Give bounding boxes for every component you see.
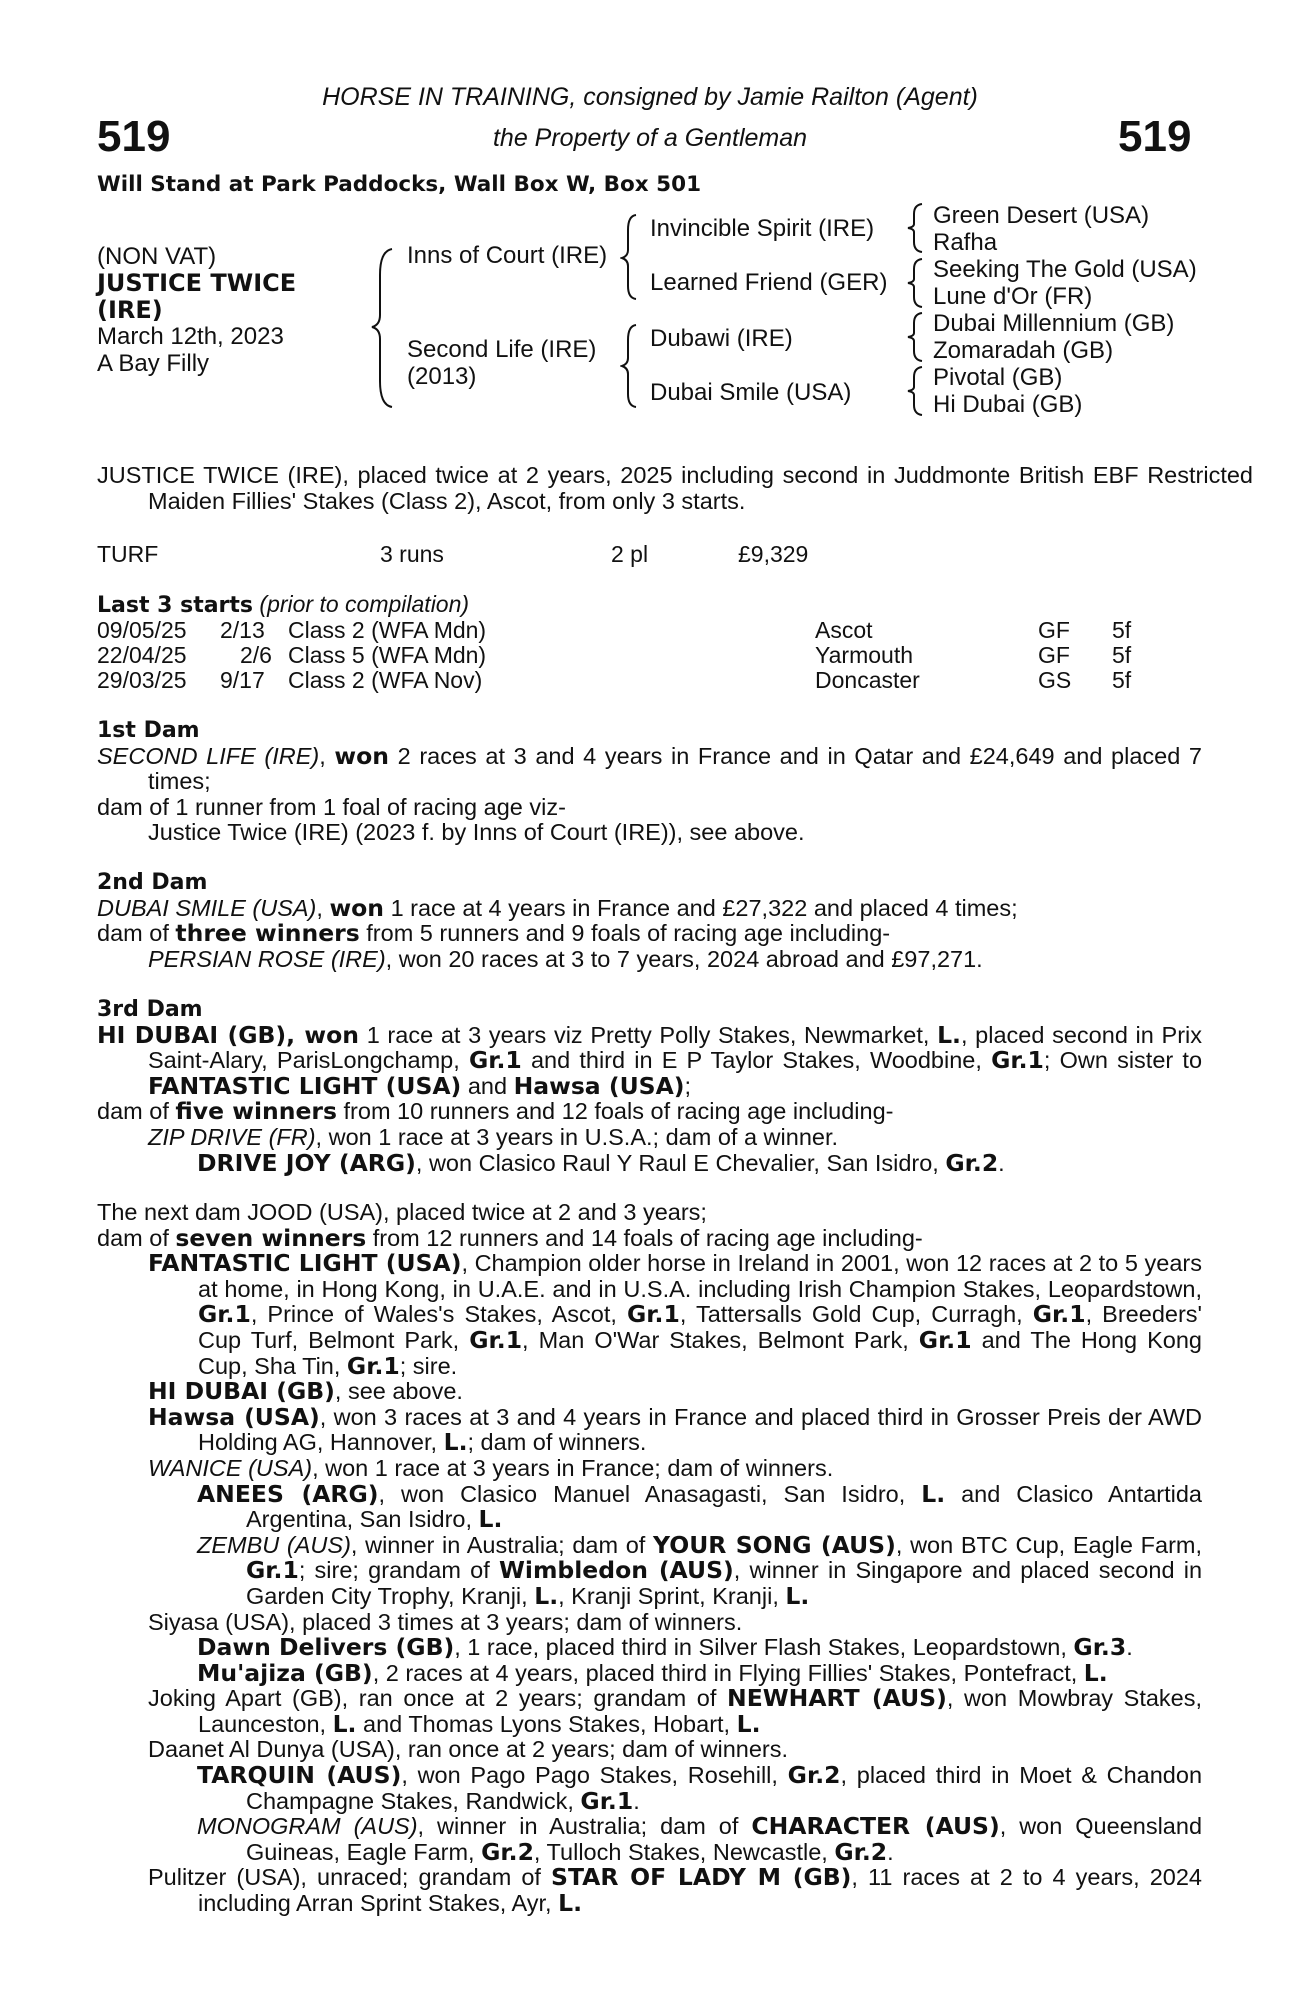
entry-zembu: ZEMBU (AUS), winner in Australia; dam of YOUR SONG (AUS), won BTC Cup, Eagle Farm, Gr.1; sire; grandam of Wimbledon (AUS), winner in Singapore and placed second in Garden City Trophy, Kranji, L., Kranji Sprint, Kranji, L. <box>197 1530 1203 1610</box>
last-starts-heading: Last 3 starts (prior to compilation) <box>97 591 470 618</box>
entry-dawn-delivers: Dawn Delivers (GB), 1 race, placed third in Silver Flash Stakes, Leopardstown, Gr.3. <box>197 1633 1133 1662</box>
second-dam-heading: 2nd Dam <box>97 870 208 895</box>
start-distance: 5f <box>1112 642 1132 668</box>
start-class: Class 2 (WFA Mdn) <box>288 617 487 643</box>
start-position: 9/17 <box>220 667 265 693</box>
pedigree-g3: Seeking The Gold (USA) <box>933 256 1197 283</box>
second-dam-line: DUBAI SMILE (USA), won 1 race at 4 years in France and £27,322 and placed 4 times; <box>97 893 1018 922</box>
next-dam-produce: dam of seven winners from 12 runners and 14 foals of racing age including- <box>97 1223 923 1252</box>
horse-description: A Bay Filly <box>97 350 210 377</box>
sire: Inns of Court (IRE) <box>407 242 608 269</box>
entry-hawsa: Hawsa (USA), won 3 races at 3 and 4 years in France and placed third in Grosser Preis der AWD Holding AG, Hannover, L.; dam of winners. <box>148 1402 1203 1457</box>
first-dam-heading: 1st Dam <box>97 718 200 743</box>
pedigree-brace-g4 <box>906 365 926 417</box>
entry-tarquin: TARQUIN (AUS), won Pago Pago Stakes, Rosehill, Gr.2, placed third in Moet & Chandon Champagne Stakes, Randwick, Gr.1. <box>197 1761 1203 1815</box>
first-dam-line: SECOND LIFE (IRE), won 2 races at 3 and 4 years in France and in Qatar and £24,649 and placed 7 times; <box>97 741 1202 795</box>
entry-daanet: Daanet Al Dunya (USA), ran once at 2 years; dam of winners. <box>148 1736 789 1763</box>
next-dam-line: The next dam JOOD (USA), placed twice at 2 and 3 years; <box>97 1199 707 1225</box>
pedigree-g6: Zomaradah (GB) <box>933 337 1114 364</box>
first-dam-section <box>97 718 1202 846</box>
third-dam-section <box>97 997 1202 1176</box>
first-dam-foal: Justice Twice (IRE) (2023 f. by Inns of Court (IRE)), see above. <box>148 819 805 846</box>
pedigree-brace-g2 <box>906 257 926 309</box>
pedigree-g4: Lune d'Or (FR) <box>933 283 1093 310</box>
entry-monogram: MONOGRAM (AUS), winner in Australia; dam of CHARACTER (AUS), won Queensland Guineas, Eagle Farm, Gr.2, Tulloch Stakes, Newcastle, Gr.2. <box>197 1812 1203 1866</box>
dam: Second Life (IRE) <box>407 336 597 363</box>
second-dam-foal: PERSIAN ROSE (IRE), won 20 races at 3 to 7 years, 2024 abroad and £97,271. <box>148 945 983 972</box>
start-position: 2/6 <box>240 642 272 668</box>
third-dam-foal-drive: DRIVE JOY (ARG), won Clasico Raul Y Raul E Chevalier, San Isidro, Gr.2. <box>197 1148 1005 1177</box>
dam-year: (2013) <box>407 363 477 390</box>
entry-pulitzer: Pulitzer (USA), unraced; grandam of STAR OF LADY M (GB), 11 races at 2 to 4 years, 2024 including Arran Sprint Stakes, Ayr, L. <box>148 1863 1202 1918</box>
record-surface: TURF <box>97 541 159 567</box>
next-dam-section <box>97 1200 1202 1917</box>
start-distance: 5f <box>1112 617 1132 643</box>
entry-siyasa: Siyasa (USA), placed 3 times at 3 years; dam of winners. <box>148 1608 743 1635</box>
dam-sire: Dubawi (IRE) <box>650 325 793 352</box>
property-line: the Property of a Gentleman <box>492 124 808 152</box>
start-position: 2/13 <box>220 617 265 643</box>
lot-number-left: 519 <box>97 112 171 161</box>
dam-dam: Dubai Smile (USA) <box>650 379 852 406</box>
sire-dam: Learned Friend (GER) <box>650 269 888 296</box>
start-course: Ascot <box>815 617 873 643</box>
record-placed: 2 pl <box>611 541 649 567</box>
pedigree-g8: Hi Dubai (GB) <box>933 391 1083 418</box>
start-distance: 5f <box>1112 667 1132 693</box>
start-class: Class 5 (WFA Mdn) <box>288 642 487 668</box>
consignor-line: HORSE IN TRAINING, consigned by Jamie Railton (Agent) <box>322 83 978 111</box>
pedigree-g5: Dubai Millennium (GB) <box>933 310 1175 337</box>
entry-joking-apart: Joking Apart (GB), ran once at 2 years; grandam of NEWHART (AUS), won Mowbray Stakes, Launceston, L. and Thomas Lyons Stakes, Hobart, L. <box>148 1684 1203 1738</box>
third-dam-line: HI DUBAI (GB), won 1 race at 3 years viz Pretty Polly Stakes, Newmarket, L., placed second in Prix Saint-Alary, ParisLongchamp, Gr.1 and third in E P Taylor Stakes, Woodbine, Gr.1; Own sister to FANTASTIC LIGHT (USA) and Hawsa (USA); <box>97 1020 1203 1100</box>
second-dam-section <box>97 870 1202 972</box>
start-date: 29/03/25 <box>97 667 187 693</box>
start-going: GF <box>1038 617 1070 643</box>
vat-status: (NON VAT) <box>97 243 217 270</box>
pedigree-g2: Rafha <box>933 229 998 256</box>
third-dam-foal-zip: ZIP DRIVE (FR), won 1 race at 3 years in U.S.A.; dam of a winner. <box>148 1123 839 1150</box>
pedigree-g7: Pivotal (GB) <box>933 364 1063 391</box>
entry-hi-dubai: HI DUBAI (GB), see above. <box>148 1377 463 1406</box>
start-going: GS <box>1038 667 1072 693</box>
entry-fantastic-light: FANTASTIC LIGHT (USA), Champion older horse in Ireland in 2001, won 12 races at 2 to 5 years at home, in Hong Kong, in U.A.E. and in U.S.A. including Irish Champion Stakes, Leopardstown, Gr.1, Prince of Wales's Stakes, Ascot, Gr.1, Tattersalls Gold Cup, Curragh, Gr.1, Breeders' Cup Turf, Belmont Park, Gr.1, Man O'War Stakes, Belmont Park, Gr.1 and The Hong Kong Cup, Sha Tin, Gr.1; sire. <box>148 1249 1203 1380</box>
horse-country: (IRE) <box>97 296 163 324</box>
record-runs: 3 runs <box>380 541 444 567</box>
third-dam-produce: dam of five winners from 10 runners and 12 foals of racing age including- <box>97 1097 894 1126</box>
pedigree-brace-g1 <box>906 202 926 254</box>
sire-sire: Invincible Spirit (IRE) <box>650 215 875 242</box>
third-dam-heading: 3rd Dam <box>97 997 203 1022</box>
lot-number-right: 519 <box>1118 112 1192 161</box>
start-date: 22/04/25 <box>97 642 187 668</box>
first-dam-produce: dam of 1 runner from 1 foal of racing age viz- <box>97 793 566 820</box>
pedigree-brace-g3 <box>906 311 926 363</box>
start-course: Yarmouth <box>815 642 914 668</box>
foaling-date: March 12th, 2023 <box>97 323 284 350</box>
second-dam-produce: dam of three winners from 5 runners and 9 foals of racing age including- <box>97 919 891 948</box>
pedigree-g1: Green Desert (USA) <box>933 202 1150 229</box>
start-going: GF <box>1038 642 1070 668</box>
start-date: 09/05/25 <box>97 617 187 643</box>
pedigree-brace-sire <box>620 212 640 302</box>
race-summary: JUSTICE TWICE (IRE), placed twice at 2 years, 2025 including second in Juddmonte British EBF Restricted Maiden Fillies' Stakes (Class 2), Ascot, from only 3 starts. <box>97 462 1253 514</box>
start-class: Class 2 (WFA Nov) <box>288 667 483 693</box>
stand-location: Will Stand at Park Paddocks, Wall Box W, Box 501 <box>97 172 702 197</box>
entry-anees: ANEES (ARG), won Clasico Manuel Anasagasti, San Isidro, L. and Clasico Antartida Argentina, San Isidro, L. <box>197 1479 1203 1534</box>
pedigree-brace-dam <box>620 322 640 410</box>
horse-name: JUSTICE TWICE <box>97 269 297 297</box>
pedigree-brace-main <box>370 245 400 410</box>
entry-muajiza: Mu'ajiza (GB), 2 races at 4 years, placed third in Flying Fillies' Stakes, Pontefract, L. <box>197 1658 1108 1687</box>
start-course: Doncaster <box>815 667 920 693</box>
record-earnings: £9,329 <box>738 541 809 567</box>
entry-wanice: WANICE (USA), won 1 race at 3 years in France; dam of winners. <box>148 1454 834 1481</box>
